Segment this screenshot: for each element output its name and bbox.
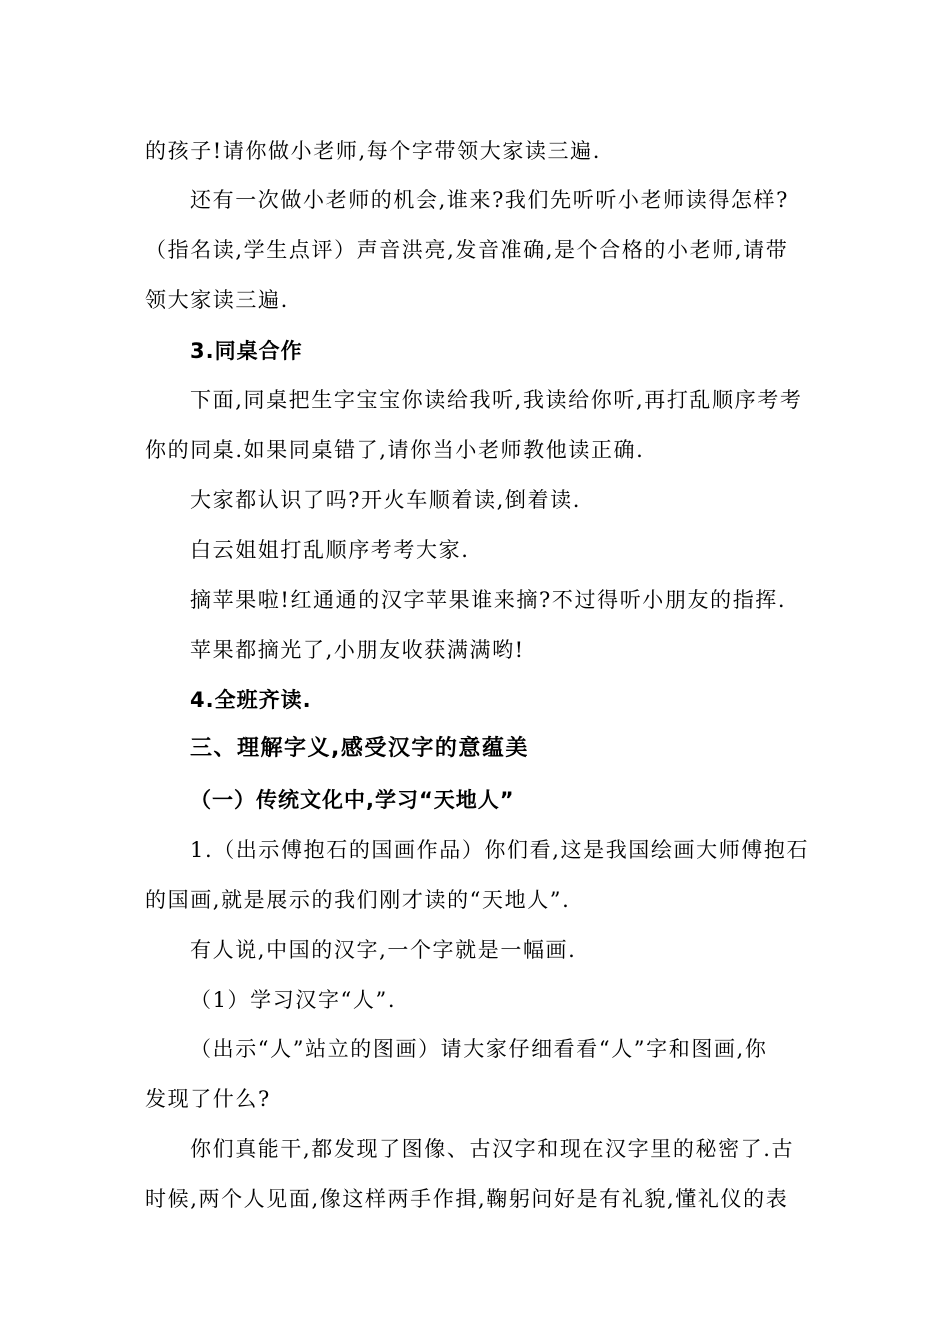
paragraph-line-15: 1.（出示傅抱石的国画作品）你们看,这是我国绘画大师傅抱石 bbox=[190, 838, 810, 862]
paragraph-line-10: 摘苹果啦!红通通的汉字苹果谁来摘?不过得听小朋友的指挥. bbox=[190, 588, 787, 612]
paragraph-line-17: 有人说,中国的汉字,一个字就是一幅画. bbox=[190, 938, 577, 962]
paragraph-line-20: 发现了什么? bbox=[145, 1087, 271, 1111]
chapter-heading-3: 三、理解字义,感受汉字的意蕴美 bbox=[190, 736, 529, 761]
paragraph-line-3: （指名读,学生点评）声音洪亮,发音准确,是个合格的小老师,请带 bbox=[145, 238, 789, 262]
paragraph-line-1: 的孩子!请你做小老师,每个字带领大家读三遍. bbox=[145, 139, 601, 163]
paragraph-line-2: 还有一次做小老师的机会,谁来?我们先听听小老师读得怎样? bbox=[190, 188, 789, 212]
paragraph-line-19: （出示“人”站立的图画）请大家仔细看看“人”字和图画,你 bbox=[190, 1037, 768, 1061]
paragraph-line-8: 大家都认识了吗?开火车顺着读,倒着读. bbox=[190, 488, 582, 512]
paragraph-line-9: 白云姐姐打乱顺序考考大家. bbox=[190, 538, 470, 562]
subsection-heading-1: （一）传统文化中,学习“天地人” bbox=[190, 788, 515, 812]
paragraph-line-16: 的国画,就是展示的我们刚才读的“天地人”. bbox=[145, 888, 571, 912]
section-heading-4: 4.全班齐读. bbox=[190, 688, 312, 712]
paragraph-line-18: （1）学习汉字“人”. bbox=[190, 988, 397, 1012]
paragraph-line-22: 时候,两个人见面,像这样两手作揖,鞠躬问好是有礼貌,懂礼仪的表 bbox=[145, 1187, 789, 1211]
paragraph-line-11: 苹果都摘光了,小朋友收获满满哟! bbox=[190, 638, 525, 662]
section-heading-3: 3.同桌合作 bbox=[190, 339, 303, 363]
paragraph-line-6: 下面,同桌把生字宝宝你读给我听,我读给你听,再打乱顺序考考 bbox=[190, 388, 803, 412]
paragraph-line-4: 领大家读三遍. bbox=[145, 288, 289, 312]
paragraph-line-21: 你们真能干,都发现了图像、古汉字和现在汉字里的秘密了.古 bbox=[190, 1137, 795, 1161]
paragraph-line-7: 你的同桌.如果同桌错了,请你当小老师教他读正确. bbox=[145, 438, 645, 462]
